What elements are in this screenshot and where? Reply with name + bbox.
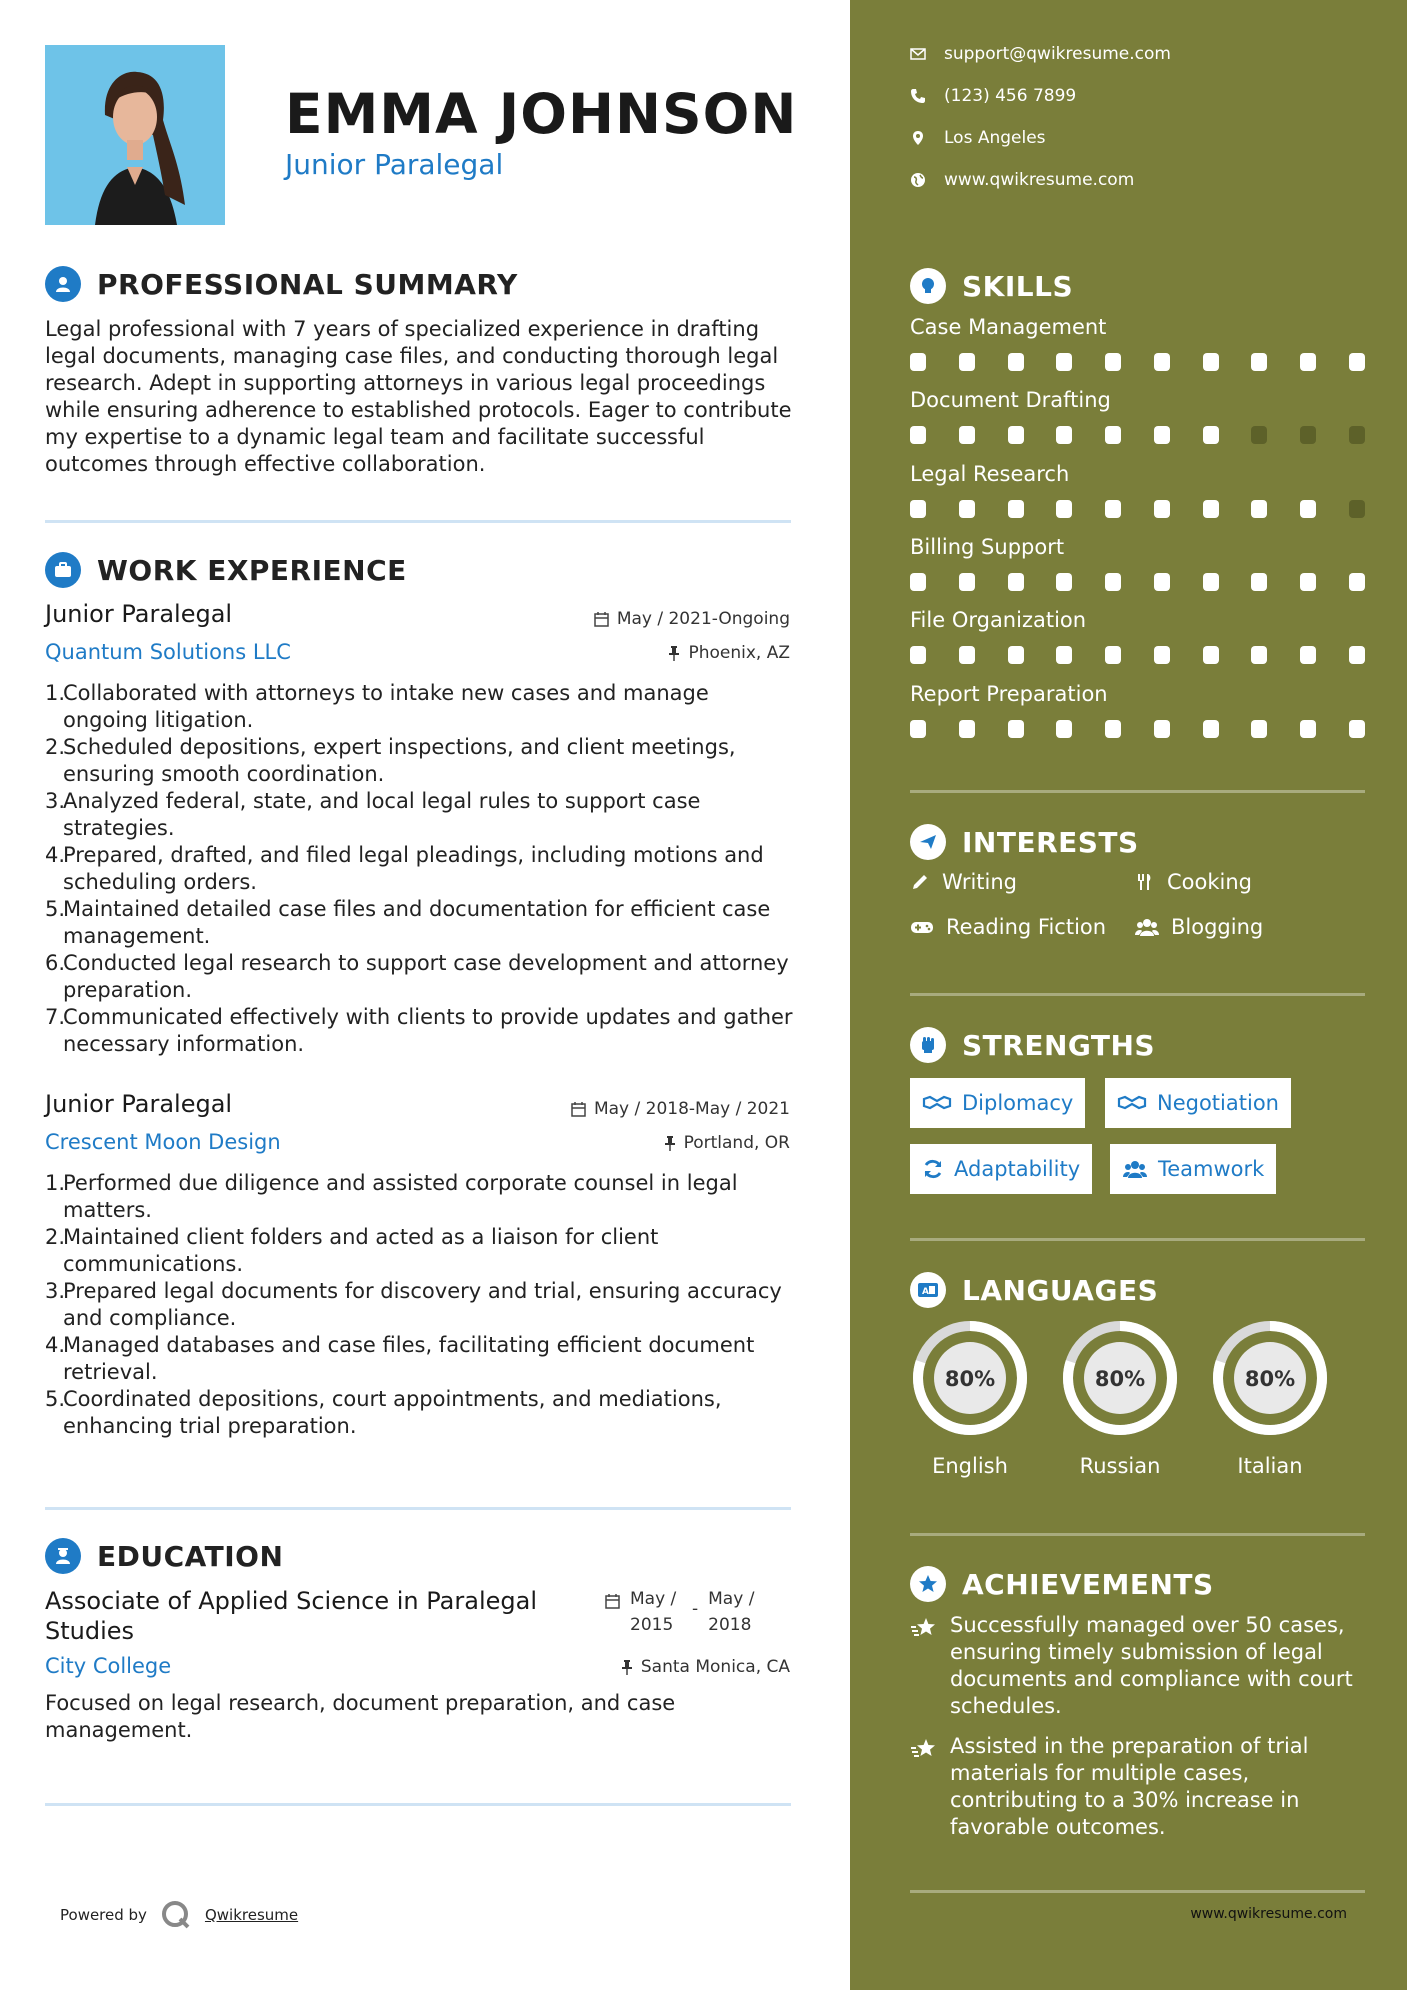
section-divider	[910, 790, 1365, 793]
contact-location: Los Angeles	[910, 128, 1046, 148]
degree-name: Associate of Applied Science in Paralegal Studies	[45, 1587, 537, 1645]
calendar-icon	[571, 1102, 586, 1117]
pencil-icon	[910, 872, 930, 892]
users-icon	[1122, 1159, 1148, 1179]
skill-dot	[1056, 646, 1072, 664]
school-name: City College	[45, 1654, 172, 1678]
job-responsibilities	[45, 680, 795, 1058]
skill-dot	[1008, 720, 1024, 738]
language-gauge	[1060, 1318, 1180, 1438]
skill-dot	[1300, 720, 1316, 738]
skills-heading	[910, 268, 1073, 304]
skill-dot	[910, 573, 926, 591]
candidate-name: EMMA JOHNSON	[285, 82, 798, 146]
contact-email[interactable]: support@qwikresume.com	[910, 44, 1171, 64]
skill-dot	[1056, 573, 1072, 591]
skill-dot	[1154, 573, 1170, 591]
briefcase-icon	[45, 552, 81, 588]
interest-item: Blogging	[1135, 915, 1263, 939]
interests-heading	[910, 824, 1139, 860]
skill-rating	[910, 573, 1365, 591]
pin-icon	[668, 646, 680, 661]
powered-by-label: Powered by	[60, 1906, 147, 1924]
skill-dot	[1056, 720, 1072, 738]
job-location	[668, 643, 790, 663]
end-date: May / 2018	[708, 1589, 755, 1635]
achievement-item: Assisted in the preparation of trial materials for multiple cases, contributing to a 30% increase in favorable outcomes.	[910, 1733, 1370, 1841]
section-divider	[910, 1533, 1365, 1536]
skill-dot	[1008, 500, 1024, 518]
job-dates	[594, 609, 790, 629]
footer-url[interactable]: www.qwikresume.com	[1190, 1906, 1347, 1922]
skill-dot	[959, 573, 975, 591]
skill-rating	[910, 720, 1365, 738]
job-dates-text: May / 2018-May / 2021	[593, 1099, 790, 1119]
shooting-star-icon	[910, 1737, 938, 1761]
skill-rating	[910, 353, 1365, 371]
skill-rating	[910, 646, 1365, 664]
company-name: Quantum Solutions LLC	[45, 640, 291, 664]
sidebar	[850, 0, 1407, 1990]
skill-name: Case Management	[910, 315, 1107, 339]
section-divider	[910, 1890, 1365, 1893]
language-percent: 80%	[944, 1367, 996, 1391]
skill-dot	[959, 353, 975, 371]
skill-dot	[910, 646, 926, 664]
education-title: EDUCATION	[97, 1539, 284, 1573]
skill-dot	[1203, 720, 1219, 738]
language-percent: 80%	[1244, 1367, 1296, 1391]
skill-dot	[1300, 500, 1316, 518]
handshake-icon	[922, 1093, 952, 1113]
skill-dot	[1300, 573, 1316, 591]
skill-dot	[1251, 646, 1267, 664]
fist-icon	[910, 1027, 946, 1063]
start-date: May / 2015	[630, 1589, 677, 1635]
skill-dot	[1056, 426, 1072, 444]
education-description: Focused on legal research, document preparation, and case management.	[45, 1691, 676, 1742]
skill-dot	[1349, 646, 1365, 664]
list-item: 7. Communicated effectively with clients to provide updates and gather necessary information.	[45, 1005, 793, 1056]
skill-dot	[1105, 646, 1121, 664]
achievement-item: Successfully managed over 50 cases, ensuring timely submission of legal documents and compliance with court schedules.	[910, 1612, 1370, 1720]
envelope-icon	[910, 46, 926, 62]
strengths-title: STRENGTHS	[962, 1028, 1156, 1062]
job-location	[664, 1133, 790, 1153]
pin-icon	[664, 1136, 676, 1151]
language-item	[1210, 1318, 1330, 1478]
language-gauge	[910, 1318, 1030, 1438]
school-location-text: Santa Monica, CA	[640, 1657, 790, 1677]
languages-title: LANGUAGES	[962, 1273, 1159, 1307]
skill-name: File Organization	[910, 608, 1087, 632]
graduate-icon	[45, 1538, 81, 1574]
education-heading	[45, 1538, 283, 1574]
section-divider	[45, 1507, 791, 1510]
skill-dot	[910, 720, 926, 738]
pin-icon	[621, 1660, 633, 1675]
education-dates	[605, 1586, 760, 1638]
job-dates	[571, 1099, 790, 1119]
skill-name: Document Drafting	[910, 388, 1111, 412]
list-item: 1. Collaborated with attorneys to intake new cases and manage ongoing litigation.	[45, 681, 709, 732]
skill-dot	[1056, 500, 1072, 518]
experience-title: WORK EXPERIENCE	[97, 553, 407, 587]
language-item	[910, 1318, 1030, 1478]
skill-dot	[1008, 646, 1024, 664]
language-icon	[910, 1272, 946, 1308]
language-name: Russian	[1079, 1454, 1161, 1478]
strength-chip: Diplomacy	[910, 1078, 1085, 1128]
utensils-icon	[1135, 872, 1155, 892]
lightbulb-icon	[910, 268, 946, 304]
job-title: Junior Paralegal	[45, 1090, 233, 1118]
skill-dot	[1203, 500, 1219, 518]
language-percent: 80%	[1094, 1367, 1146, 1391]
language-name: Italian	[1237, 1454, 1303, 1478]
phone-icon	[910, 88, 926, 104]
skill-name: Billing Support	[910, 535, 1065, 559]
skill-dot	[1105, 426, 1121, 444]
skill-dot	[1154, 426, 1170, 444]
calendar-icon	[605, 1594, 620, 1609]
skill-name: Report Preparation	[910, 682, 1108, 706]
skill-dot	[1203, 573, 1219, 591]
summary-title: PROFESSIONAL SUMMARY	[97, 267, 518, 301]
qwikresume-logo-icon	[161, 1900, 191, 1930]
strengths-heading	[910, 1027, 1155, 1063]
list-item: 2. Maintained client folders and acted as a liaison for client communications.	[45, 1225, 659, 1276]
school-location	[621, 1657, 790, 1677]
skills-title: SKILLS	[962, 269, 1074, 303]
skill-dot	[959, 426, 975, 444]
section-divider	[45, 520, 791, 523]
interest-item: Writing	[910, 870, 1017, 894]
list-item: 5. Maintained detailed case files and documentation for efficient case management.	[45, 897, 771, 948]
list-item: 2. Scheduled depositions, expert inspections, and client meetings, ensuring smooth coordination.	[45, 735, 736, 786]
powered-by	[60, 1900, 298, 1930]
skill-dot	[1203, 646, 1219, 664]
skill-dot	[1251, 426, 1267, 444]
skill-dot	[1105, 573, 1121, 591]
skill-dot	[1349, 720, 1365, 738]
list-item: 4. Prepared, drafted, and filed legal pleadings, including motions and scheduling orders.	[45, 843, 764, 894]
skill-dot	[1105, 720, 1121, 738]
language-item	[1060, 1318, 1180, 1478]
job-location-text: Portland, OR	[683, 1133, 790, 1153]
strength-chip: Negotiation	[1105, 1078, 1291, 1128]
skill-dot	[1349, 500, 1365, 518]
contact-website[interactable]: www.qwikresume.com	[910, 170, 1134, 190]
strength-chip: Adaptability	[910, 1144, 1092, 1194]
shooting-star-icon	[910, 1616, 938, 1640]
job-responsibilities	[45, 1170, 795, 1440]
languages-heading	[910, 1272, 1158, 1308]
interest-item: Reading Fiction	[910, 915, 1106, 939]
profile-photo	[45, 45, 225, 225]
skill-dot	[910, 500, 926, 518]
brand-link[interactable]: Qwikresume	[204, 1906, 299, 1924]
list-item: 1. Performed due diligence and assisted corporate counsel in legal matters.	[45, 1171, 738, 1222]
globe-icon	[910, 172, 926, 188]
skill-dot	[1105, 500, 1121, 518]
list-item: 6. Conducted legal research to support case development and attorney preparation.	[45, 951, 789, 1002]
skill-dot	[1349, 573, 1365, 591]
calendar-icon	[594, 612, 609, 627]
interests-title: INTERESTS	[962, 825, 1139, 859]
date-separator: -	[692, 1599, 699, 1619]
interest-item: Cooking	[1135, 870, 1252, 894]
skill-dot	[1251, 353, 1267, 371]
skill-dot	[959, 500, 975, 518]
section-divider	[910, 993, 1365, 996]
language-name: English	[932, 1454, 1008, 1478]
achievements-heading	[910, 1566, 1214, 1602]
job-title: Junior Paralegal	[45, 600, 233, 628]
skill-dot	[1349, 353, 1365, 371]
skill-rating	[910, 426, 1365, 444]
gamepad-icon	[910, 918, 934, 936]
list-item: 3. Prepared legal documents for discovery and trial, ensuring accuracy and compliance.	[45, 1279, 782, 1330]
skill-dot	[1251, 573, 1267, 591]
skill-dot	[910, 426, 926, 444]
skill-dot	[1056, 353, 1072, 371]
section-divider	[45, 1803, 791, 1806]
contact-phone[interactable]: (123) 456 7899	[910, 86, 1076, 106]
skill-dot	[1008, 573, 1024, 591]
skill-dot	[1008, 353, 1024, 371]
users-icon	[1135, 917, 1159, 937]
svg-text:A: A	[922, 1287, 930, 1297]
list-item: 4. Managed databases and case files, facilitating efficient document retrieval.	[45, 1333, 755, 1384]
map-marker-icon	[910, 130, 926, 146]
person-photo-icon	[45, 45, 225, 225]
skill-dot	[1251, 720, 1267, 738]
skill-rating	[910, 500, 1365, 518]
summary-heading	[45, 266, 518, 302]
star-badge-icon	[910, 1566, 946, 1602]
section-divider	[910, 1238, 1365, 1241]
experience-heading	[45, 552, 407, 588]
skill-dot	[959, 720, 975, 738]
skill-dot	[1154, 720, 1170, 738]
achievements-title: ACHIEVEMENTS	[962, 1567, 1214, 1601]
skill-dot	[1154, 353, 1170, 371]
skill-dot	[1203, 426, 1219, 444]
candidate-role: Junior Paralegal	[285, 148, 504, 181]
paper-plane-icon	[910, 824, 946, 860]
skill-dot	[910, 353, 926, 371]
skill-dot	[1300, 353, 1316, 371]
skill-name: Legal Research	[910, 462, 1070, 486]
refresh-icon	[922, 1158, 944, 1180]
skill-dot	[1154, 646, 1170, 664]
skill-dot	[1203, 353, 1219, 371]
handshake-icon	[1117, 1093, 1147, 1113]
list-item: 5. Coordinated depositions, court appointments, and mediations, enhancing trial preparation.	[45, 1387, 722, 1438]
skill-dot	[959, 646, 975, 664]
skill-dot	[1300, 426, 1316, 444]
list-item: 3. Analyzed federal, state, and local legal rules to support case strategies.	[45, 789, 701, 840]
skill-dot	[1105, 353, 1121, 371]
skill-dot	[1349, 426, 1365, 444]
skill-dot	[1300, 646, 1316, 664]
summary-text: Legal professional with 7 years of specialized experience in drafting legal documents, managing case files, and conducting thorough legal research. Adept in supporting attorneys in various legal proceedings while ensuring adherence to established protocols. Eager to contribute my expertise to a dynamic legal team and facilitate successful outcomes through effective collaboration.	[45, 317, 792, 476]
job-dates-text: May / 2021-Ongoing	[616, 609, 790, 629]
language-gauge	[1210, 1318, 1330, 1438]
company-name: Crescent Moon Design	[45, 1130, 281, 1154]
skill-dot	[1251, 500, 1267, 518]
strength-chip: Teamwork	[1110, 1144, 1276, 1194]
job-location-text: Phoenix, AZ	[688, 643, 790, 663]
user-icon	[45, 266, 81, 302]
skill-dot	[1154, 500, 1170, 518]
skill-dot	[1008, 426, 1024, 444]
